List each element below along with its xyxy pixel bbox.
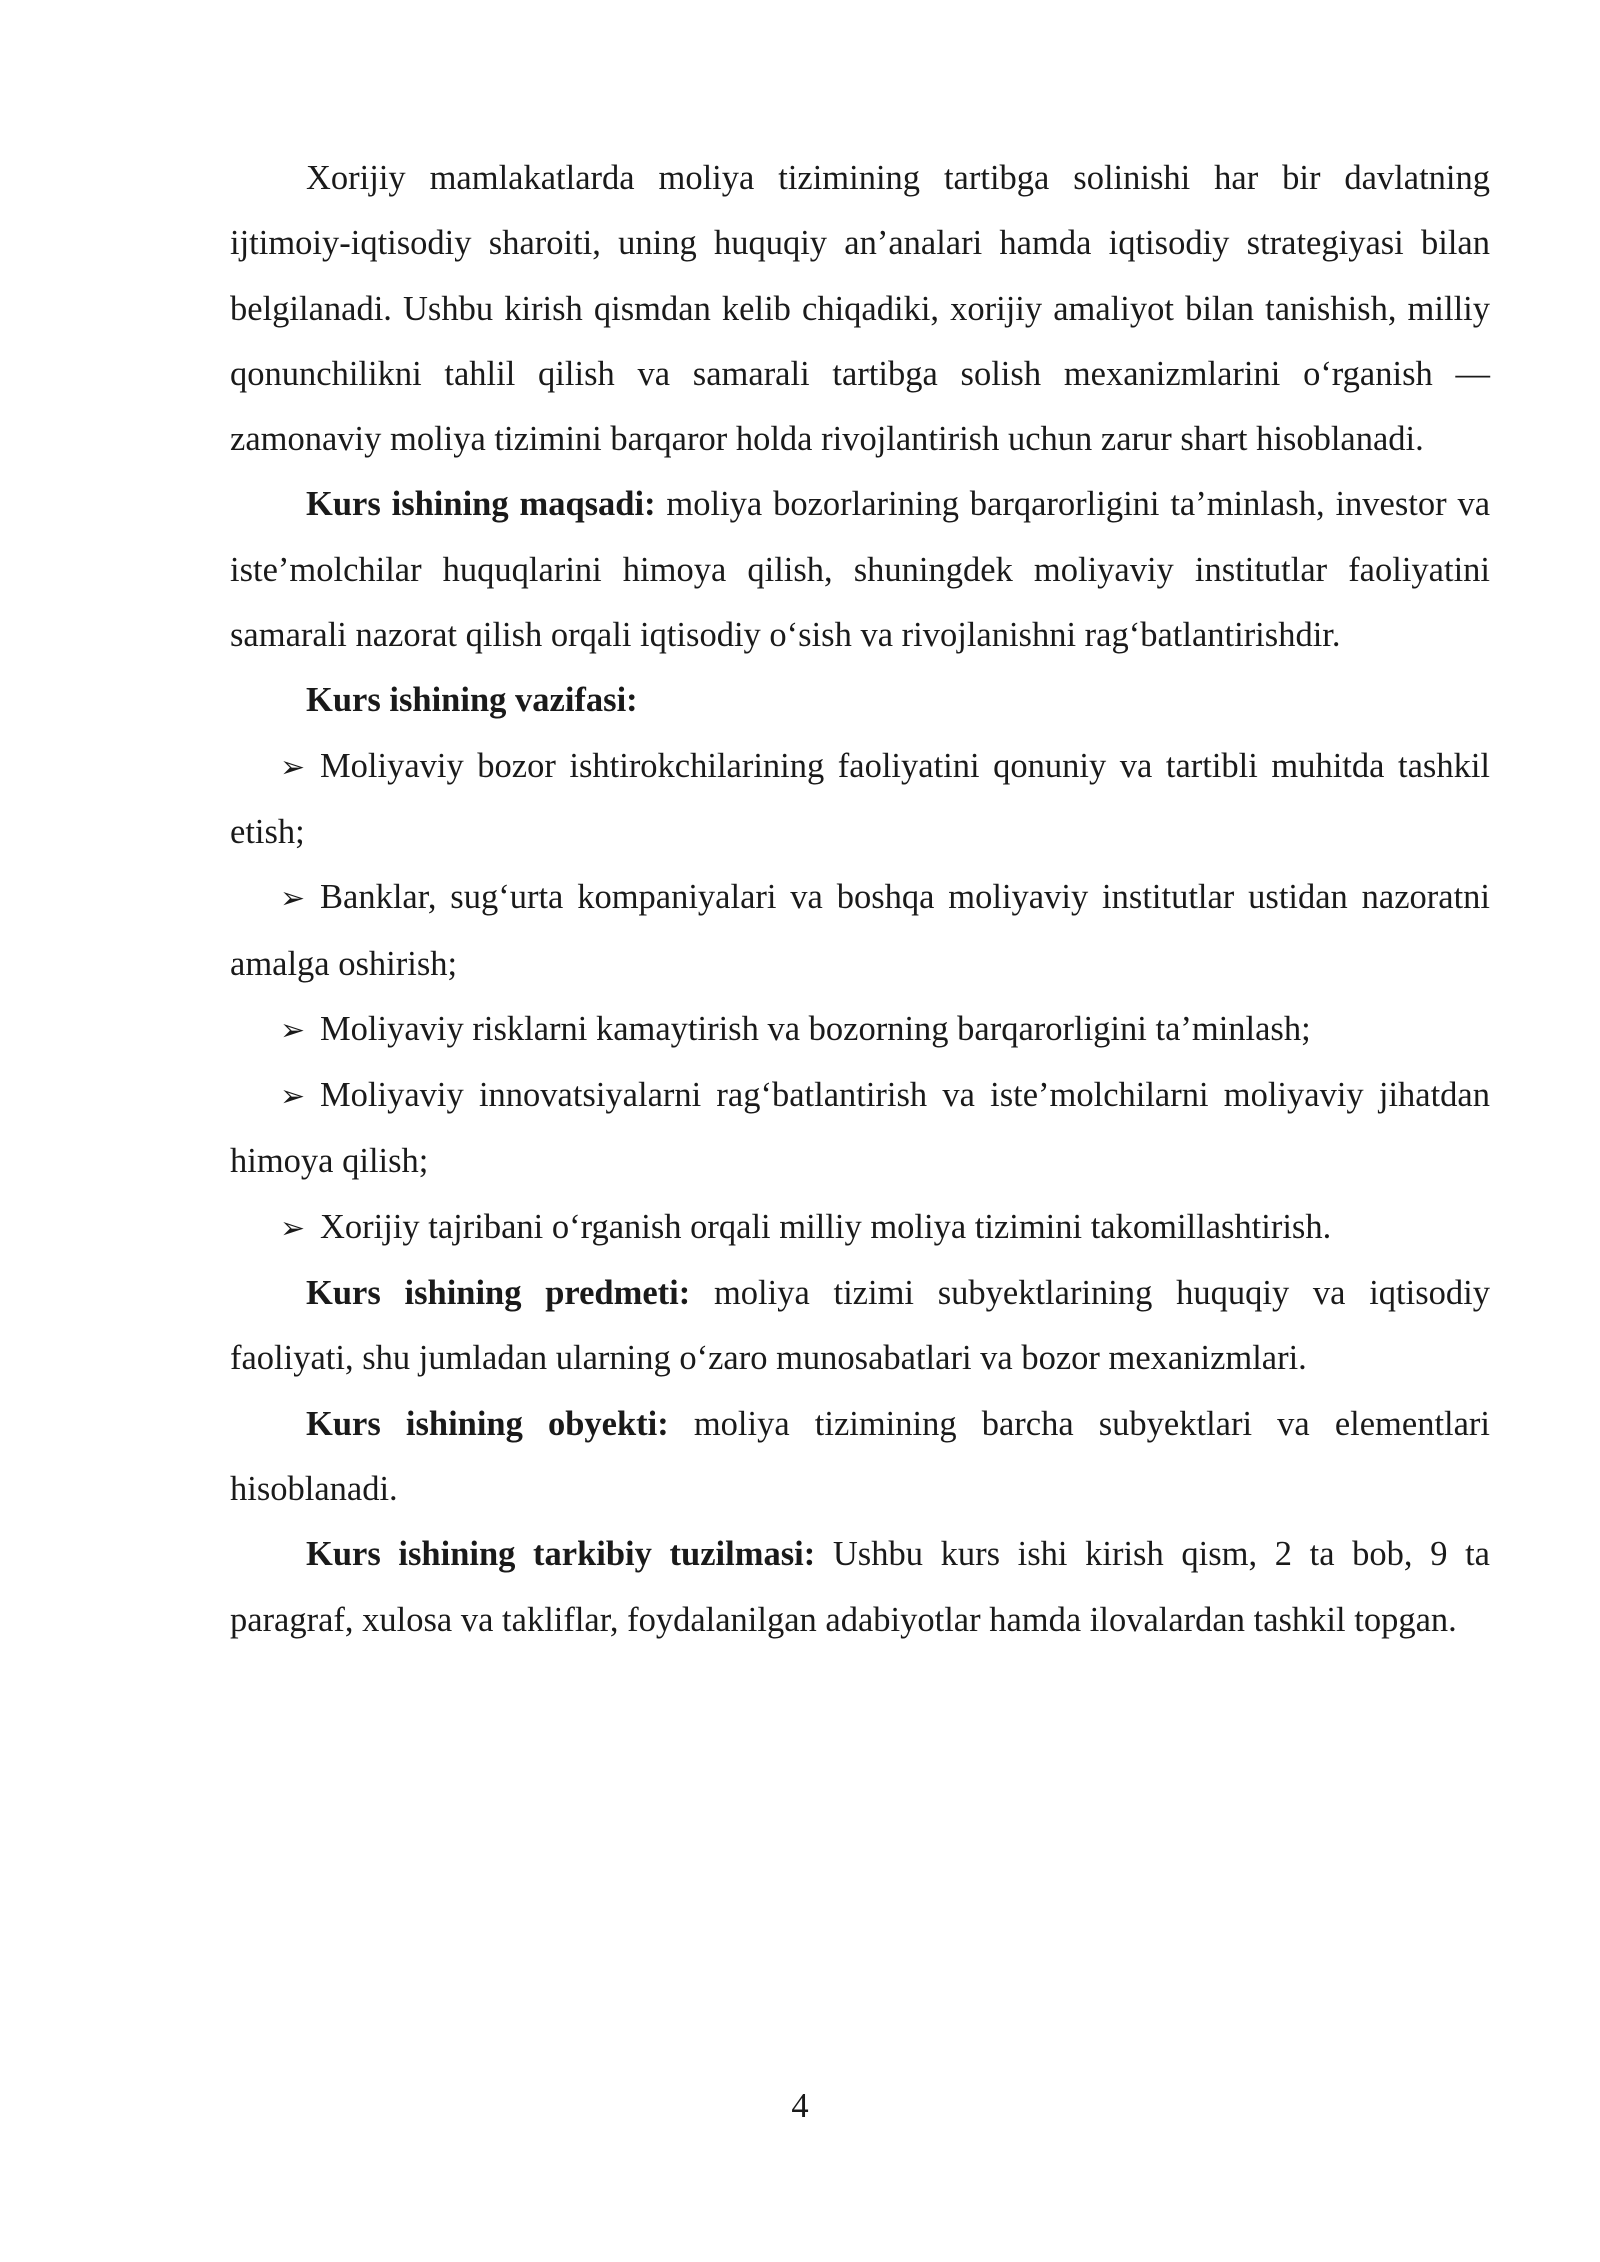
arrow-bullet-icon: ➢ xyxy=(280,1080,306,1114)
object-paragraph xyxy=(230,1392,1490,1523)
structure-text: Ushbu kurs ishi kirish qism, 2 ta bob, 9 ta paragraf, xulosa va takliflar, foydalanilgan adabiyotlar hamda ilovalardan tashkil topgan. xyxy=(230,1535,1490,1639)
page-number: 4 xyxy=(791,2087,809,2125)
task-text: Moliyaviy innovatsiyalarni rag‘batlantirish va iste’molchilarni moliyaviy jihatdan himoya qilish; xyxy=(230,1076,1490,1181)
subject-paragraph xyxy=(230,1261,1490,1392)
tasks-heading xyxy=(230,668,1490,733)
task-item-4 xyxy=(230,1063,1490,1195)
arrow-bullet-icon: ➢ xyxy=(280,1211,306,1245)
task-item-2 xyxy=(230,865,1490,997)
arrow-bullet-icon: ➢ xyxy=(280,1013,306,1047)
goal-paragraph xyxy=(230,472,1490,668)
arrow-bullet-icon: ➢ xyxy=(280,750,306,784)
task-item-1 xyxy=(230,734,1490,866)
subject-text: moliya tizimi subyektlarining huquqiy va iqtisodiy faoliyati, shu jumladan ularning o‘zaro munosabatlari va bozor mexanizmlari. xyxy=(230,1274,1490,1378)
task-item-5 xyxy=(230,1195,1490,1261)
task-item-3 xyxy=(230,997,1490,1063)
object-label: Kurs ishining obyekti: xyxy=(306,1404,669,1443)
goal-text: moliya bozorlarining barqarorligini ta’minlash, investor va iste’molchilar huquqlarini himoya qilish, shuningdek moliyaviy institutlar faoliyatini samarali nazorat qilish orqali iqtisodiy o‘sish va rivojlanishni rag‘batlantirishdir. xyxy=(230,485,1491,655)
object-text: moliya tizimining barcha subyektlari va elementlari hisoblanadi. xyxy=(230,1404,1490,1508)
document-page-body xyxy=(230,146,1490,1653)
tasks-label: Kurs ishining vazifasi: xyxy=(306,681,638,720)
arrow-bullet-icon: ➢ xyxy=(280,882,306,916)
subject-label: Kurs ishining predmeti: xyxy=(306,1274,691,1313)
structure-paragraph xyxy=(230,1522,1490,1653)
structure-label: Kurs ishining tarkibiy tuzilmasi: xyxy=(306,1535,816,1574)
goal-label: Kurs ishining maqsadi: xyxy=(306,485,656,524)
task-text: Banklar, sug‘urta kompaniyalari va boshqa moliyaviy institutlar ustidan nazoratni amalga oshirish; xyxy=(230,878,1490,983)
intro-paragraph: Xorijiy mamlakatlarda moliya tizimining tartibga solinishi har bir davlatning ijtimoiy-iqtisodiy sharoiti, uning huquqiy an’analari hamda iqtisodiy strategiyasi bilan belgilanadi. Ushbu kirish qismdan kelib chiqadiki, xorijiy amaliyot bilan tanishish, milliy qonunchilikni tahlil qilish va samarali tartibga solish mexanizmlarini o‘rganish — zamonaviy moliya tizimini barqaror holda rivojlantirish uchun zarur shart hisoblanadi. xyxy=(230,159,1490,459)
task-text: Moliyaviy risklarni kamaytirish va bozorning barqarorligini ta’minlash; xyxy=(320,1009,1311,1048)
task-text: Xorijiy tajribani o‘rganish orqali milliy moliya tizimini takomillashtirish. xyxy=(320,1207,1332,1246)
task-text: Moliyaviy bozor ishtirokchilarining faoliyatini qonuniy va tartibli muhitda tashkil etish; xyxy=(230,746,1490,851)
